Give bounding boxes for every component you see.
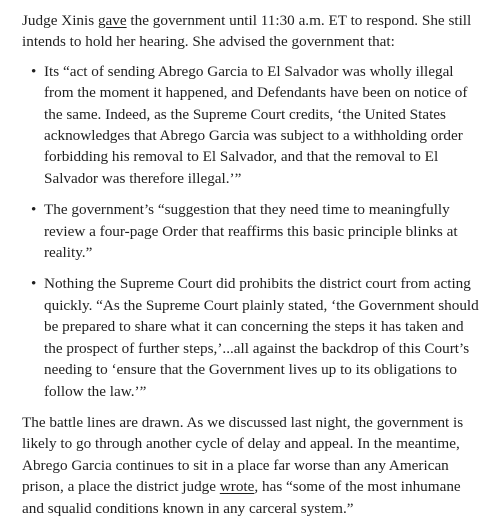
bullet-item-review-time (22, 199, 480, 263)
bullet-marker: • (31, 201, 37, 219)
intro-text-start: Judge Xinis (22, 12, 98, 29)
bullet-item-illegal-removal (22, 61, 480, 189)
bullet-marker: • (31, 62, 37, 80)
intro-paragraph (22, 10, 480, 53)
gave-link[interactable]: gave (97, 12, 127, 29)
bullet-marker: • (31, 275, 37, 293)
bullet-text: Its “act of sending Abrego Garcia to El Salvador was wholly illegal from the moment it happened, and Defendants have been on notice of the same. Indeed, as the Supreme Court credits, ‘the United States acknowledges that Abrego Garcia was subject to a withholding order forbidding his removal to El Salvador, and that the removal to El Salvador was therefore illegal.’” (44, 62, 468, 187)
closing-text-start: The battle lines are drawn. As we discussed last night, the government is likely to go through another cycle of delay and appeal. In the meantime, Abrego Garcia continues to sit in a place far worse than any American prison, a place the district judge (22, 413, 464, 496)
bullet-text: Nothing the Supreme Court did prohibits the district court from acting quickly. “As the Supreme Court plainly stated, ‘the Government should be prepared to share what it can concerning the steps it has taken and the prospect of further steps,’...all against the backdrop of this Court’s needing to ‘ensure that the Government lives up to its obligations to follow the law.’” (44, 275, 479, 400)
closing-paragraph (22, 412, 480, 519)
wrote-link[interactable]: wrote (219, 478, 255, 496)
intro-text-end: the government until 11:30 a.m. ET to respond. She still intends to hold her hearing. She advised the government that: (22, 12, 472, 51)
bullet-item-supreme-court (22, 273, 480, 401)
bullet-text: The government’s “suggestion that they need time to meaningfully review a four-page Order that reaffirms this basic principle blinks at reality.” (44, 201, 458, 262)
bullet-list (22, 61, 480, 402)
closing-text-end: , has “some of the most inhumane and squalid conditions known in any carceral system.” (22, 478, 461, 517)
